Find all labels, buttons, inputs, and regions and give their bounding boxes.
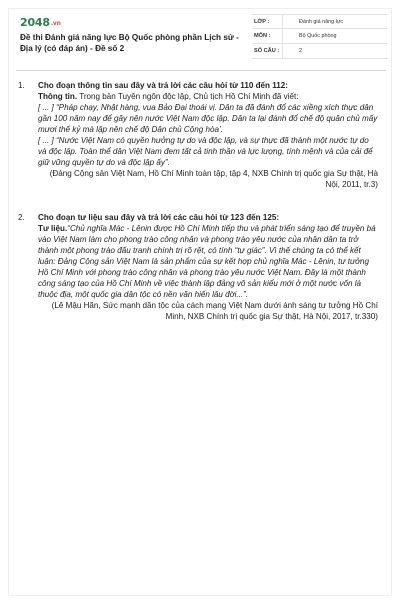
question-number: 1. — [18, 81, 25, 90]
meta-key: LỚP : — [254, 18, 270, 25]
logo-suffix: .vn — [50, 20, 61, 27]
meta-value: 2 — [282, 44, 388, 58]
quote-paragraph-1: [ ... ] “Pháp chạy, Nhật hàng, vua Bảo Đại thoái vị. Dân ta đã đánh đổ các xiềng xích thực dân gần 100 năm nay để gây nên nước Việt Nam độc lập. Dân ta lại đánh đổ chế độ quân chủ mấy mươi thế kỷ mà lập nên chế độ Dân chủ Cộng hòa’. — [38, 103, 378, 134]
meta-key: MÔN : — [254, 33, 271, 39]
intro-text: Trong bản Tuyên ngôn độc lập, Chủ tịch Hồ Chí Minh đã viết: — [77, 92, 299, 101]
meta-key: SỐ CÂU : — [254, 48, 280, 54]
meta-value: Đánh giá năng lực — [282, 15, 388, 28]
meta-row-subject — [252, 29, 388, 44]
source-text: “Chủ nghĩa Mác - Lênin được Hồ Chí Minh tiếp thu và phát triển sáng tạo để truyền bá vào Việt Nam làm cho phong trào công nhân và phong trào yêu nước của nhân dân ta trở thành một phong trào đấu tranh chính trị rõ rệt, có tính “tự giác”. Vì thế chúng ta có thể kết luận: Đảng Cộng sản Việt Nam là sản phẩm của sự kết hợp chủ nghĩa Mác - Lênin, tư tưởng Hồ Chí Minh với phong trào công nhân và phong trào yêu nước Việt Nam. Đây là một thành công sáng tạo của Hồ Chí Minh về việc thành lập đảng vô sản kiểu mới ở một nước vốn là thuộc địa, một quốc gia dân tộc có nền văn hiến lâu đời...”. — [38, 224, 376, 299]
quote-paragraph-2: [ ... ] “Nước Việt Nam có quyền hưởng tự do và độc lập, và sự thực đã thành một nước tự do và độc lập. Toàn thể dân Việt Nam đem tất cả tinh thần và lực lượng, tính mệnh và của cải để giữ vững quyền tự do và độc lập ấy”. — [38, 136, 373, 167]
citation: (Đảng Cộng sản Việt Nam, Hồ Chí Minh toàn tập, tập 4, NXB Chính trị quốc gia Sự thật, Hà Nội, 2011, tr.3) — [49, 169, 378, 189]
citation: (Lê Mậu Hãn, Sức mạnh dân tộc của cách mạng Việt Nam dưới ánh sáng tư tưởng Hồ Chí Minh, NXB Chính trị quốc gia Sự thật, Hà Nội, 2017, tr.330) — [51, 301, 378, 321]
question-body — [38, 212, 378, 322]
question-prompt: Cho đoạn tư liệu sau đây và trả lời các câu hỏi từ 123 đến 125: — [38, 213, 280, 222]
source-paragraph — [38, 223, 378, 300]
meta-row-question-count — [252, 44, 388, 59]
question-2 — [18, 212, 378, 322]
source-label: Tư liệu. — [38, 224, 68, 233]
question-intro — [38, 91, 378, 102]
question-1 — [18, 80, 378, 190]
question-prompt: Cho đoạn thông tin sau đây và trả lời các câu hỏi từ 110 đến 112: — [38, 81, 288, 90]
document-header — [16, 14, 386, 62]
header-divider — [16, 70, 386, 71]
exam-meta-table — [252, 14, 388, 59]
meta-row-class — [252, 14, 388, 29]
meta-value: Bộ Quốc phòng — [282, 29, 388, 43]
question-number: 2. — [18, 213, 25, 222]
site-logo[interactable] — [20, 16, 61, 29]
info-label: Thông tin. — [38, 92, 78, 101]
question-body — [38, 80, 378, 190]
exam-title: Đề thi Đánh giá năng lực Bộ Quốc phòng phần Lịch sử - Địa lý (có đáp án) - Đề số 2 — [20, 33, 239, 53]
logo-number: 2048 — [20, 16, 50, 29]
